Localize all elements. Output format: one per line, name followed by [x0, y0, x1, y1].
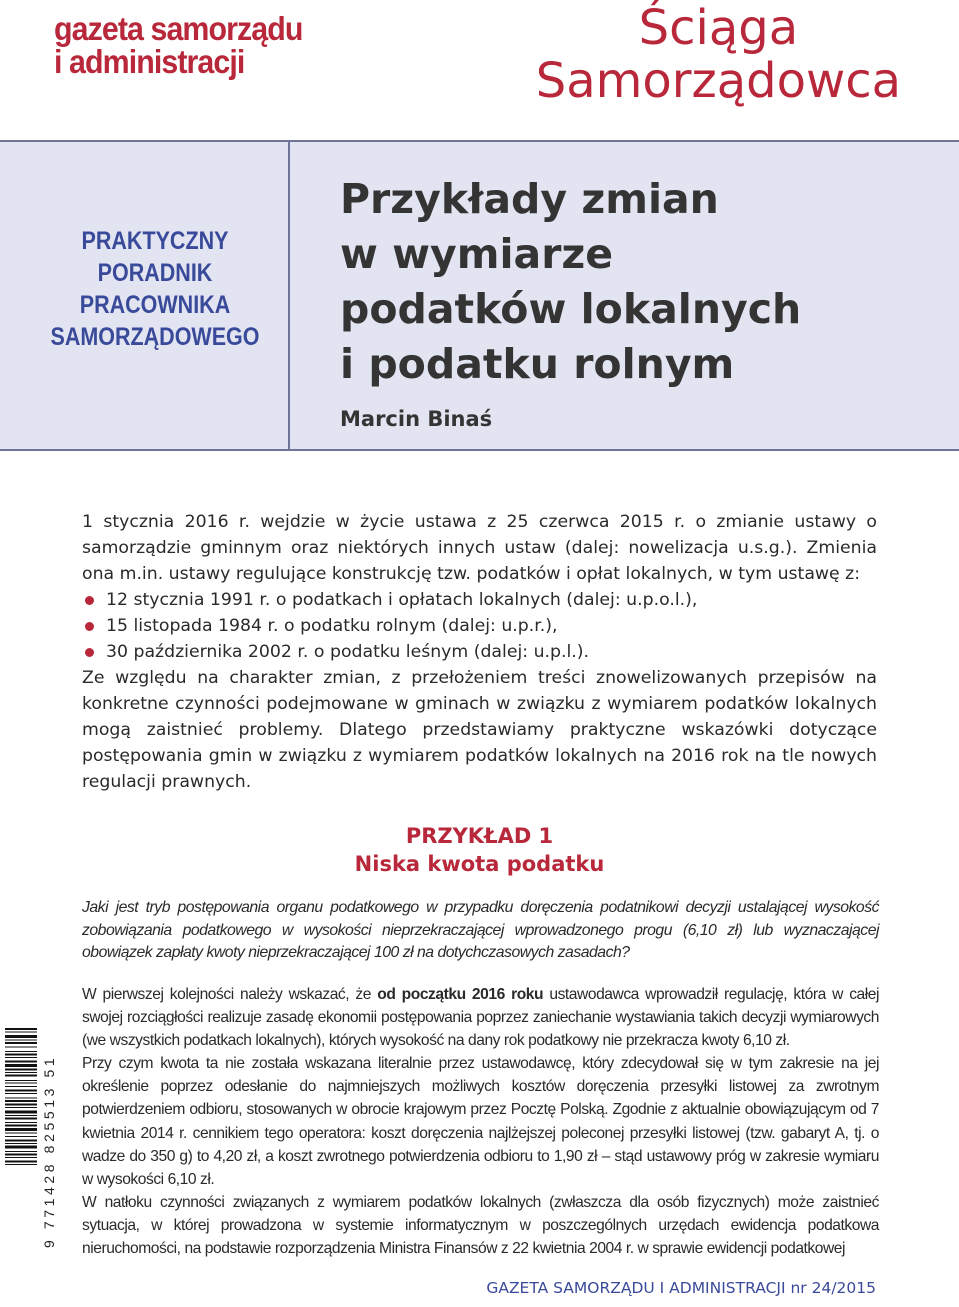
- answer-paragraph: Przy czym kwota ta nie została wskazana literalnie przez ustawodawcę, który zdecydował się w tym zakresie na jej określenie poprzez odesłanie do najmniejszych możliwych kosztów doręczenia przesyłki listowej za zwrotnym potwierdzeniem odbioru, stosowanych w obrocie krajowym przez Pocztę Polską. Zgodnie z aktualnie obowiązującym od 7 kwietnia 2014 r. cennikiem tego operatora: koszt doręczenia najlżejszej poleconej przesyłki listowej (tzw. gabaryt A, tj. o wadze do 350 g) to 4,20 zł, a koszt zwrotnego potwierdzenia odbioru to 1,90 zł – stąd ustawowy próg w zakresie wymiaru w wysokości 6,10 zł.: [82, 1055, 879, 1188]
- guide-label: [0, 225, 310, 353]
- title-line: podatków lokalnych: [340, 285, 802, 333]
- example-answer: [82, 983, 879, 1260]
- answer-text: ustawodawca wprowadził regulację, która w całej swojej rozciągłości realizuje zasadę ekonomii postępowania poprzez zaniechanie wystawiania takich decyzji wymiarowych (we wszystkich podatkach lokalnych), których wysokość na dany rok podatkowy nie przekracza kwoty 6,10 zł.: [82, 986, 880, 1050]
- bullet-icon: [85, 622, 94, 631]
- answer-paragraph: [82, 983, 879, 1052]
- article-title: [340, 172, 940, 392]
- series-title-line-2: Samorządowca: [535, 53, 901, 109]
- example-question: Jaki jest tryb postępowania organu podatkowego w przypadku doręczenia podatnikowi decyzji ustalającej wysokość zobowiązania podatkowego w wysokości nieprzekraczającej wprowadzonego progu (6,10 zł) lub wyznaczającej obowiązek zapłaty kwoty nieprzekraczającej 100 zł na dotychczasowych zasadach?: [82, 899, 879, 961]
- guide-line: PRAKTYCZNY: [81, 227, 229, 255]
- law-list: [82, 587, 877, 665]
- answer-emphasis: od początku 2016 roku: [377, 986, 544, 1003]
- page-footer: GAZETA SAMORZĄDU I ADMINISTRACJI nr 24/2015: [486, 1279, 876, 1297]
- series-title: [536, 2, 901, 108]
- logo-line-2: i administracji: [54, 43, 245, 80]
- logo-line-1: gazeta samorządu: [54, 10, 303, 47]
- list-item: [82, 639, 877, 665]
- example-title: Niska kwota podatku: [354, 852, 605, 876]
- title-line: i podatku rolnym: [340, 340, 735, 388]
- author-name: Marcin Binaś: [340, 407, 493, 431]
- answer-paragraph: W natłoku czynności związanych z wymiarem podatków lokalnych (zwłaszcza dla osób fizycznych) może zaistnieć sytuacja, w której prowadzona w systemie informatycznym w poszczególnych urzędach ewidencja podatkowa nieruchomości, na podstawie rozporządzenia Ministra Finansów z 22 kwietnia 2004 r. w sprawie ewidencji podatkowej: [82, 1193, 879, 1258]
- publication-logo: [54, 12, 302, 78]
- list-item-text: 12 stycznia 1991 r. o podatkach i opłatach lokalnych (dalej: u.p.o.l.),: [106, 590, 698, 610]
- title-banner: [0, 140, 959, 451]
- barcode-icon: [5, 1028, 37, 1248]
- series-title-line-1: Ściąga: [638, 0, 799, 56]
- title-line: w wymiarze: [340, 230, 614, 278]
- lead-intro: 1 stycznia 2016 r. wejdzie w życie ustawa z 25 czerwca 2015 r. o zmianie ustawy o samorządzie gminnym oraz niektórych innych ustaw (dalej: nowelizacja u.s.g.). Zmienia ona m.in. ustawy regulujące konstrukcję tzw. podatków i opłat lokalnych, w tym ustawę z:: [82, 512, 877, 584]
- guide-line: PRACOWNIKA: [79, 291, 231, 319]
- guide-line: PORADNIK: [97, 259, 213, 287]
- barcode-digits: 9 771428 825513 51: [41, 1054, 57, 1248]
- list-item: [82, 613, 877, 639]
- example-heading: [0, 822, 959, 878]
- lead-section: [82, 509, 877, 795]
- title-line: Przykłady zmian: [340, 175, 719, 223]
- lead-closing: Ze względu na charakter zmian, z przełożeniem treści znowelizowanych przepisów na konkretne czynności podejmowane w gminach w związku z wymiarem podatków lokalnych mogą zaistnieć problemy. Dlatego przedstawiamy praktyczne wskazówki dotyczące postępowania gmin w związku z wymiarem podatków lokalnych na 2016 rok na tle nowych regulacji prawnych.: [82, 668, 877, 792]
- list-item-text: 15 listopada 1984 r. o podatku rolnym (dalej: u.p.r.),: [106, 616, 558, 636]
- bullet-icon: [85, 648, 94, 657]
- list-item: [82, 587, 877, 613]
- bullet-icon: [85, 596, 94, 605]
- guide-line: SAMORZĄDOWEGO: [50, 323, 260, 351]
- list-item-text: 30 października 2002 r. o podatku leśnym (dalej: u.p.l.).: [106, 642, 590, 662]
- example-label: PRZYKŁAD 1: [405, 824, 554, 848]
- answer-text: W pierwszej kolejności należy wskazać, że: [82, 986, 378, 1003]
